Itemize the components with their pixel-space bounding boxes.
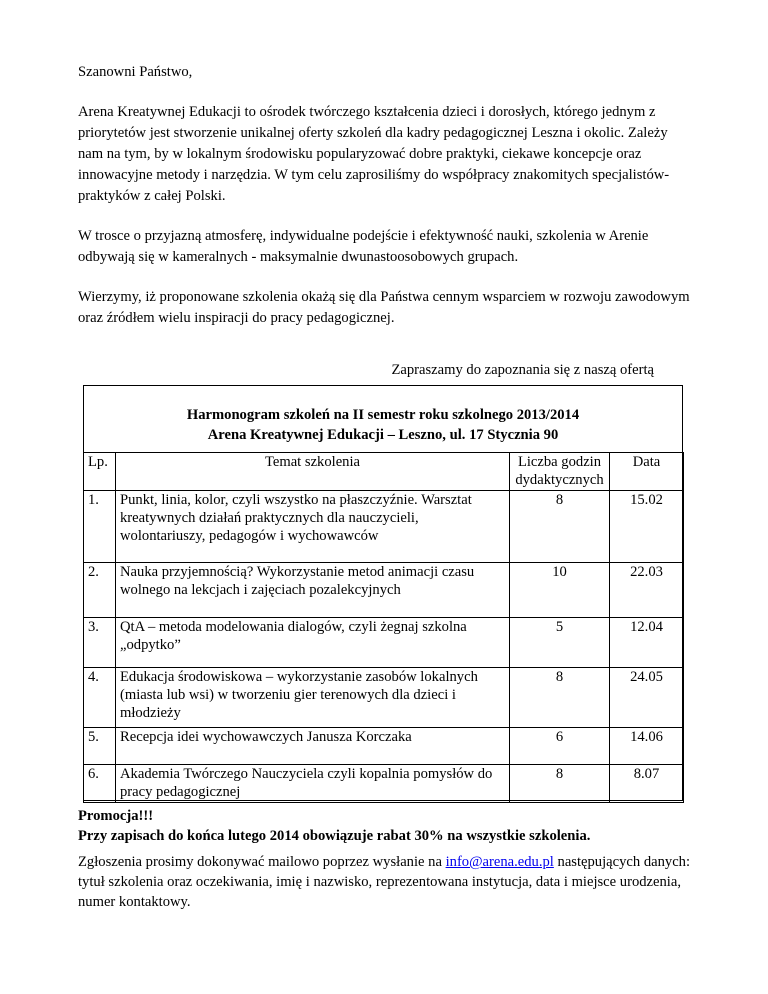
greeting: Szanowni Państwo,	[78, 64, 193, 80]
row-topic: Punkt, linia, kolor, czyli wszystko na płaszczyźnie. Warsztat kreatywnych działań praktycznych dla nauczycieli, wolontariuszy, pedagogów i wychowawców	[116, 491, 510, 563]
row-hours: 8	[510, 491, 610, 563]
row-hours: 10	[510, 563, 610, 618]
header-lp: Lp.	[84, 453, 116, 491]
schedule-title	[84, 405, 682, 445]
row-topic: QtA – metoda modelowania dialogów, czyli żegnaj szkolna „odpytko”	[116, 618, 510, 668]
row-hours: 8	[510, 765, 610, 803]
table-row	[84, 668, 684, 728]
row-lp: 3.	[84, 618, 116, 668]
row-date: 8.07	[610, 765, 684, 803]
row-lp: 5.	[84, 728, 116, 765]
table-row	[84, 563, 684, 618]
header-date: Data	[610, 453, 684, 491]
row-topic: Recepcja idei wychowawczych Janusza Korczaka	[116, 728, 510, 765]
belief-paragraph: Wierzymy, iż proponowane szkolenia okażą się dla Państwa cennym wsparciem w rozwoju zawodowym oraz źródłem wielu inspiracji do pracy pedagogicznej.	[78, 289, 690, 326]
table-row	[84, 765, 684, 803]
row-hours: 5	[510, 618, 610, 668]
promo-heading: Promocja!!!	[78, 808, 154, 824]
row-lp: 1.	[84, 491, 116, 563]
row-lp: 2.	[84, 563, 116, 618]
table-row	[84, 491, 684, 563]
row-hours: 8	[510, 668, 610, 728]
row-date: 15.02	[610, 491, 684, 563]
row-date: 14.06	[610, 728, 684, 765]
contact-text-before: Zgłoszenia prosimy dokonywać mailowo poprzez wysłanie na	[78, 854, 446, 870]
contact-email-link[interactable]: info@arena.edu.pl	[445, 854, 554, 870]
row-topic: Akademia Twórczego Nauczyciela czyli kopalnia pomysłów do pracy pedagogicznej	[116, 765, 510, 803]
promo-text: Przy zapisach do końca lutego 2014 obowiązuje rabat 30% na wszystkie szkolenia.	[78, 828, 591, 844]
table-row	[84, 618, 684, 668]
contact-text-after: następujących danych: tytuł szkolenia oraz oczekiwania, imię i nazwisko, reprezentowana instytucja, data i miejsce urodzenia, numer kontaktowy.	[78, 854, 691, 910]
contact-block	[78, 852, 698, 912]
row-hours: 6	[510, 728, 610, 765]
header-hours: Liczba godzin dydaktycznych	[510, 453, 610, 491]
schedule-title-line-1: Harmonogram szkoleń na II semestr roku szkolnego 2013/2014	[186, 407, 580, 423]
table-row	[84, 728, 684, 765]
intro-paragraph: Arena Kreatywnej Edukacji to ośrodek twórczego kształcenia dzieci i dorosłych, którego jednym z priorytetów jest stworzenie unikalnej oferty szkoleń dla kadry pedagogicznej Leszna i okolic. Zależy nam na tym, by w lokalnym środowisku popularyzować dobre praktyki, ciekawe koncepcje oraz innowacyjne metody i narzędzia. W tym celu zaprosiliśmy do współpracy znakomitych specjalistów-praktyków z całej Polski.	[78, 104, 670, 204]
row-date: 22.03	[610, 563, 684, 618]
row-date: 24.05	[610, 668, 684, 728]
row-lp: 6.	[84, 765, 116, 803]
letter-body	[78, 62, 690, 381]
row-date: 12.04	[610, 618, 684, 668]
row-lp: 4.	[84, 668, 116, 728]
schedule-table	[83, 452, 684, 803]
invite-line: Zapraszamy do zapoznania się z naszą ofertą	[391, 362, 654, 378]
promo-block	[78, 806, 698, 846]
schedule-title-line-2: Arena Kreatywnej Edukacji – Leszno, ul. 17 Stycznia 90	[207, 427, 559, 443]
row-topic: Nauka przyjemnością? Wykorzystanie metod animacji czasu wolnego na lekcjach i zajęciach pozalekcyjnych	[116, 563, 510, 618]
header-topic: Temat szkolenia	[116, 453, 510, 491]
table-header-row	[84, 453, 684, 491]
atmosphere-paragraph: W trosce o przyjazną atmosferę, indywidualne podejście i efektywność nauki, szkolenia w Arenie odbywają się w kameralnych - maksymalnie dwunastoosobowych grupach.	[78, 228, 649, 265]
row-topic: Edukacja środowiskowa – wykorzystanie zasobów lokalnych (miasta lub wsi) w tworzeniu gier terenowych dla dzieci i młodzieży	[116, 668, 510, 728]
